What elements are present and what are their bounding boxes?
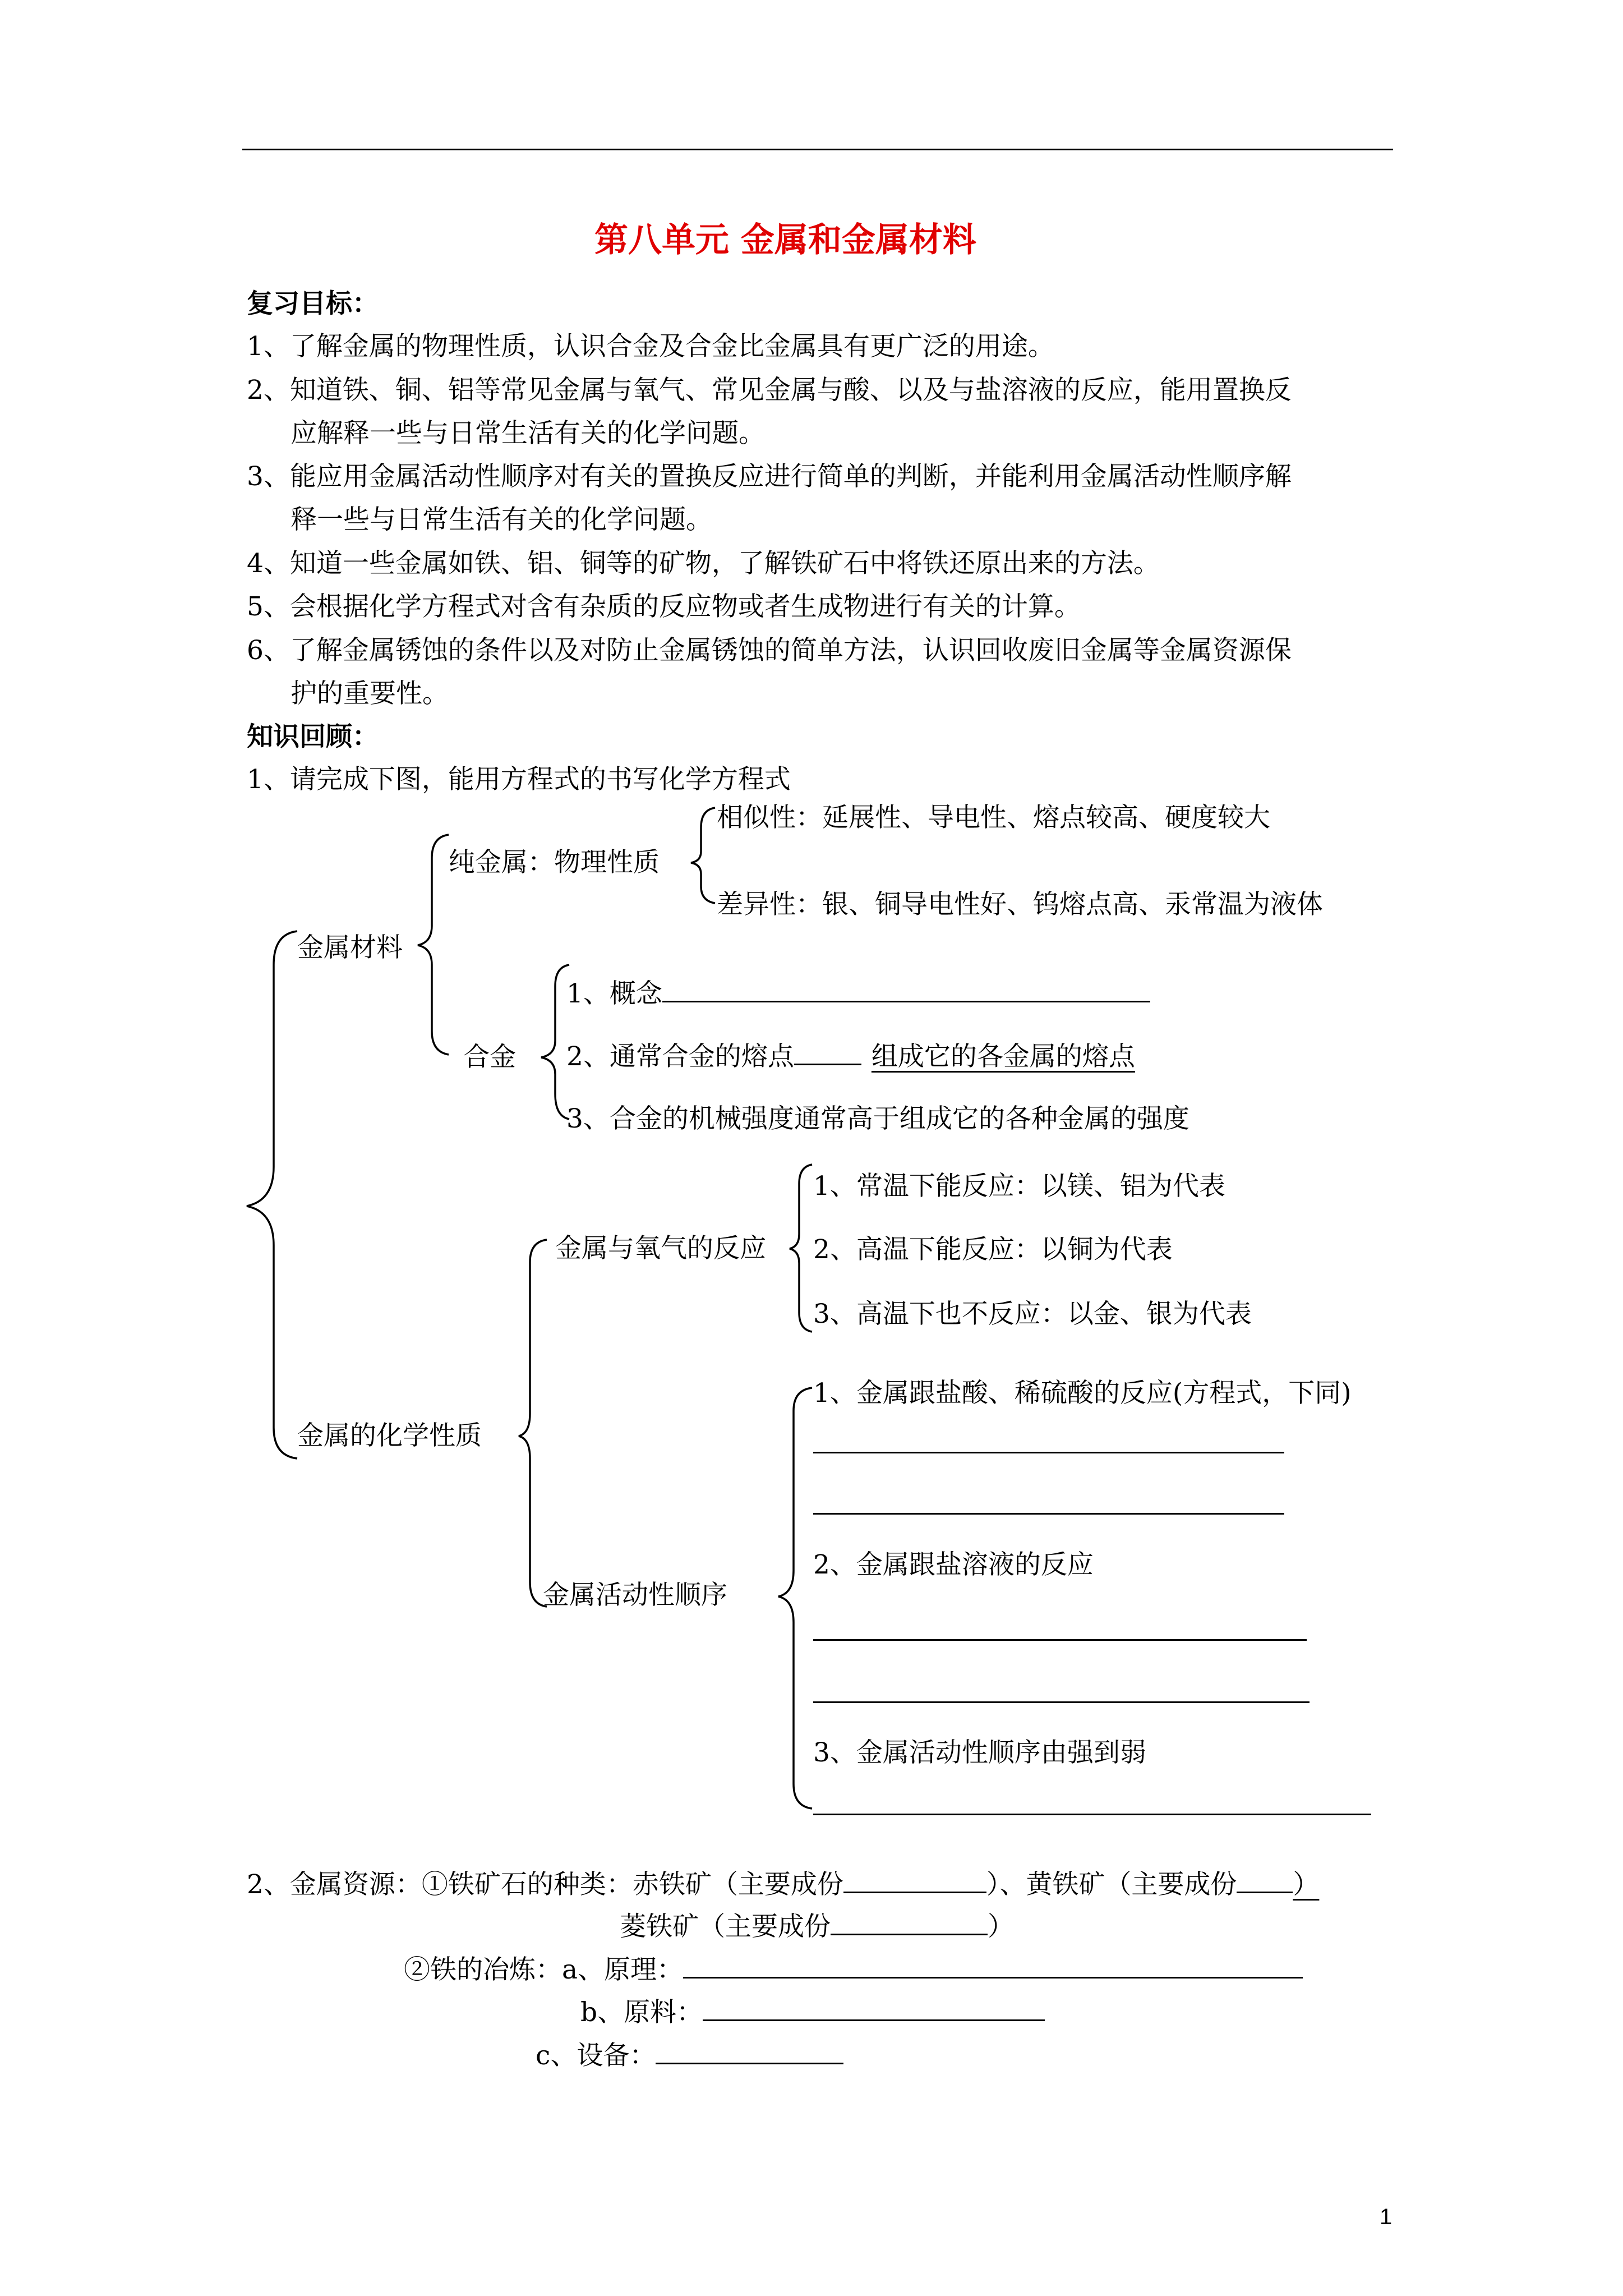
node-oxygen-1: 1、常温下能反应：以镁、铝为代表 bbox=[813, 1171, 1225, 1202]
objective-item: 3、能应用金属活动性顺序对有关的置换反应进行简单的判断，并能利用金属活动性顺序解 bbox=[247, 461, 1292, 492]
answer-line[interactable] bbox=[813, 1452, 1284, 1453]
resources-line-1 bbox=[247, 1867, 1319, 1902]
node-activity-2: 2、金属跟盐溶液的反应 bbox=[813, 1549, 1094, 1580]
objective-item: 应解释一些与日常生活有关的化学问题。 bbox=[291, 418, 765, 449]
node-oxygen-2: 2、高温下能反应：以铜为代表 bbox=[813, 1234, 1173, 1265]
page-title: 第八单元 金属和金属材料 bbox=[594, 220, 976, 260]
alloy-concept-blank[interactable] bbox=[662, 976, 1150, 1002]
node-chemical-properties: 金属的化学性质 bbox=[297, 1420, 482, 1451]
pyrite-blank[interactable] bbox=[1237, 1867, 1293, 1893]
smelting-materials-blank[interactable] bbox=[703, 1995, 1045, 2021]
node-alloy-melting bbox=[566, 1039, 1135, 1074]
node-metal-materials: 金属材料 bbox=[297, 932, 403, 963]
answer-line[interactable] bbox=[813, 1513, 1284, 1515]
objective-item: 1、了解金属的物理性质，认识合金及合金比金属具有更广泛的用途。 bbox=[247, 331, 1054, 362]
node-activity-3: 3、金属活动性顺序由强到弱 bbox=[813, 1737, 1146, 1768]
node-pure-metal: 纯金属：物理性质 bbox=[449, 847, 660, 878]
node-alloy: 合金 bbox=[463, 1042, 516, 1073]
node-similarity: 相似性：延展性、导电性、熔点较高、硬度较大 bbox=[717, 802, 1270, 833]
objective-item: 6、了解金属锈蚀的条件以及对防止金属锈蚀的简单方法，认识回收废旧金属等金属资源保 bbox=[247, 635, 1292, 666]
alloy-concept-label: 1、概念 bbox=[566, 978, 662, 1009]
header-rule bbox=[242, 149, 1393, 150]
objective-item: 5、会根据化学方程式对含有杂质的反应物或者生成物进行有关的计算。 bbox=[247, 591, 1081, 622]
iron-smelting-equipment bbox=[536, 2038, 843, 2073]
siderite-label: 菱铁矿（主要成份 bbox=[620, 1911, 831, 1942]
review-question-1: 1、请完成下图，能用方程式的书写化学方程式 bbox=[247, 764, 791, 795]
objective-item: 2、知道铁、铜、铝等常见金属与氧气、常见金属与酸、以及与盐溶液的反应，能用置换反 bbox=[247, 375, 1292, 406]
node-alloy-concept bbox=[566, 976, 1150, 1011]
node-oxygen-3: 3、高温下也不反应：以金、银为代表 bbox=[813, 1299, 1252, 1329]
siderite-close: ） bbox=[988, 1911, 1014, 1942]
smelting-equipment-label: c、设备： bbox=[536, 2040, 656, 2071]
answer-line[interactable] bbox=[813, 1701, 1310, 1703]
node-alloy-strength: 3、合金的机械强度通常高于组成它的各种金属的强度 bbox=[566, 1103, 1189, 1134]
review-heading: 知识回顾： bbox=[247, 721, 379, 752]
alloy-melting-blank[interactable] bbox=[794, 1039, 861, 1065]
node-oxygen-reaction: 金属与氧气的反应 bbox=[555, 1233, 766, 1264]
resources-line-2 bbox=[620, 1909, 1014, 1944]
objective-item: 护的重要性。 bbox=[291, 678, 449, 709]
iron-smelting-principle bbox=[404, 1952, 1303, 1987]
node-difference: 差异性：银、铜导电性好、钨熔点高、汞常温为液体 bbox=[717, 889, 1323, 920]
smelting-principle-blank[interactable] bbox=[683, 1952, 1303, 1978]
objective-item: 4、知道一些金属如铁、铝、铜等的矿物，了解铁矿石中将铁还原出来的方法。 bbox=[247, 548, 1160, 579]
iron-ore-types-label: 2、金属资源：①铁矿石的种类：赤铁矿（主要成份 bbox=[247, 1869, 843, 1900]
pyrite-label: ）、黄铁矿（主要成份 bbox=[986, 1869, 1237, 1900]
node-activity-1: 1、金属跟盐酸、稀硫酸的反应(方程式，下同) bbox=[813, 1378, 1352, 1409]
alloy-melting-label: 2、通常合金的熔点 bbox=[566, 1041, 794, 1072]
siderite-blank[interactable] bbox=[831, 1909, 988, 1935]
iron-smelting-materials bbox=[580, 1995, 1045, 2030]
node-activity-series: 金属活动性顺序 bbox=[543, 1580, 727, 1611]
smelting-principle-label: ②铁的冶炼：a、原理： bbox=[404, 1954, 684, 1985]
answer-line[interactable] bbox=[813, 1639, 1307, 1641]
pyrite-close: ） bbox=[1293, 1869, 1320, 1900]
alloy-melting-answer: 组成它的各金属的熔点 bbox=[871, 1041, 1135, 1072]
page-number: 1 bbox=[1380, 2205, 1393, 2229]
hematite-blank[interactable] bbox=[843, 1867, 986, 1893]
answer-line[interactable] bbox=[813, 1814, 1371, 1815]
objective-item: 释一些与日常生活有关的化学问题。 bbox=[291, 504, 712, 535]
smelting-equipment-blank[interactable] bbox=[656, 2038, 843, 2064]
objectives-heading: 复习目标： bbox=[247, 288, 379, 319]
smelting-materials-label: b、原料： bbox=[580, 1997, 703, 2028]
